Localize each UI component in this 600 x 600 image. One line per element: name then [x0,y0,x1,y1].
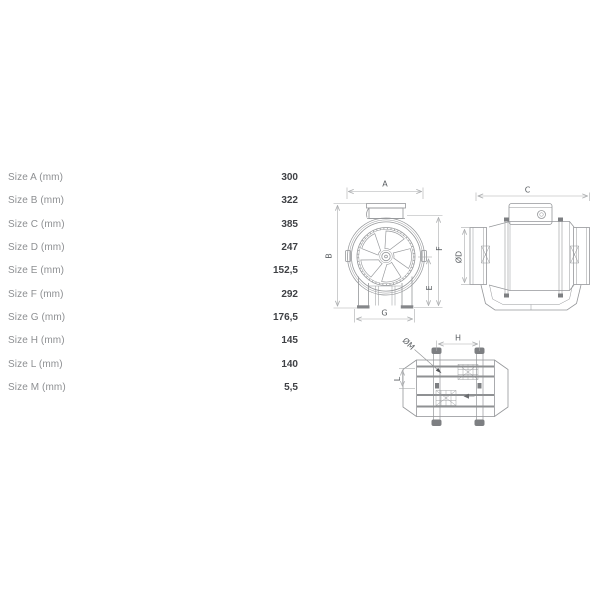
dim-label-m: ØM [400,336,417,352]
size-value: 300 [281,172,298,184]
dim-label-c: C [524,185,531,195]
size-value: 5,5 [284,381,298,393]
dim-label-b: B [324,253,334,259]
side-view-dimension-lines [461,193,590,285]
size-value: 292 [281,288,298,300]
size-label: Size E (mm) [8,265,65,277]
size-label: Size B (mm) [8,195,65,207]
size-label: Size A (mm) [8,172,63,184]
fan-bottom-view-drawing [403,348,508,427]
dim-label-f: F [435,246,444,251]
size-value: 247 [281,242,298,254]
size-label: Size F (mm) [8,288,64,300]
fan-side-view-drawing [470,204,590,311]
size-value: 152,5 [272,265,298,277]
fan-front-view-drawing [346,204,427,309]
dim-label-e: E [425,285,434,291]
size-value: 145 [281,335,298,347]
dim-label-h: H [454,333,462,343]
dim-label-g: G [381,308,388,318]
dim-label-l: L [392,376,402,382]
size-label: Size L (mm) [8,358,63,370]
size-label: Size M (mm) [8,381,66,393]
size-value: 322 [281,195,298,207]
size-value: 385 [281,218,298,230]
size-label: Size H (mm) [8,335,65,347]
size-label: Size G (mm) [8,311,66,323]
size-label: Size D (mm) [8,242,65,254]
size-value: 176,5 [272,311,298,323]
size-label: Size C (mm) [8,218,65,230]
dim-label-a: A [382,179,388,189]
dim-label-d: ØD [454,250,464,264]
size-value: 140 [281,358,298,370]
